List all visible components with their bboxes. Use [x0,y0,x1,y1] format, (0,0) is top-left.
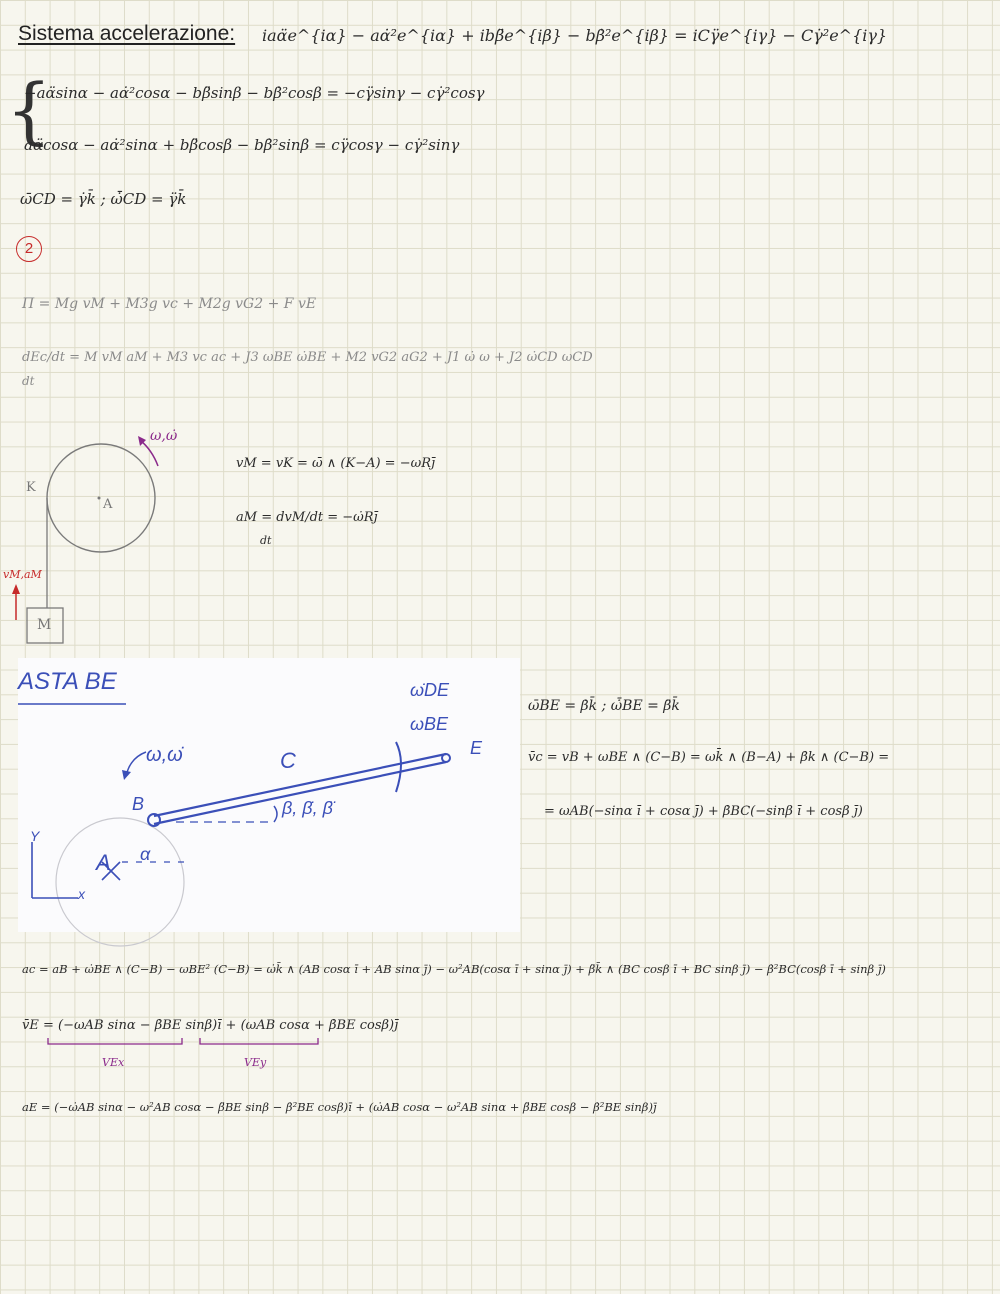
page-title: Sistema accelerazione: [18,22,236,45]
photo-point-e: E [470,738,483,758]
system-brace: { [6,68,52,152]
ve-x-label: VEx [102,1056,125,1069]
ae-equation: aE = (−ω̇AB sinα − ω²AB cosα − β̈BE sinβ − β̇²BE cosβ)ī + (ω̇AB cosα − ω²AB sinα + β̈BE cosβ − β̇²BE sinβ)j̄ [22,1100,657,1114]
kinetic-energy-dt: dt [22,374,35,388]
photo-beta-label: β, β̇, β̈ [282,798,333,818]
ac-equation: ac = aB + ω̇BE ∧ (C−B) − ωBE² (C−B) = ω̇k̄ ∧ (AB cosα ī + AB sinα j̄) − ω²AB(cosα ī + sinα j̄) + β̈k̄ ∧ (BC cosβ ī + BC sinβ j̄) − β̇²BC(cosβ ī + sinβ j̄) [22,962,886,976]
disk-mass-label: M [37,617,52,633]
kinetic-energy-equation: dEc/dt = M vM aM + M3 vc ac + J3 ωBE ω̇BE + M2 vG2 aG2 + J1 ω̇ ω + J2 ω̇CD ωCD [22,350,593,365]
photo-point-c: C [280,748,296,773]
vm-equation: vM = vK = ω̄ ∧ (K−A) = −ωRj̄ [236,456,436,471]
ve-underbraces [0,0,330,60]
photo-omega-be: ωBE [410,714,449,734]
photo-omega-de: ω̇DE [410,680,450,700]
rod-heading: ASTA BE [18,668,117,695]
disk-point-k: K [26,480,36,495]
photo-point-a: A [96,850,111,875]
photo-omega-label: ω,ω̇ [146,744,183,766]
disk-omega-label: ω,ω̇ [150,428,178,444]
power-equation: Π = Mg vM + M3g vc + M2g vG2 + F vE [22,296,317,312]
photo-axis-x: x [78,886,85,902]
omega-be-equation: ω̄BE = β̇k̄ ; ω̇̄BE = β̈k̄ [528,698,680,714]
disk-velocity-label: vM,aM [3,568,42,581]
vc-equation-continued: = ωAB(−sinα ī + cosα j̄) + β̇BC(−sinβ ī + cosβ j̄) [544,804,863,819]
disk-point-a: A [103,497,113,512]
vc-equation: v̄c = vB + ωBE ∧ (C−B) = ωk̄ ∧ (B−A) + β̇k ∧ (C−B) = [528,750,890,765]
system-equation-2: aα̈cosα − aα̇²sinα + bβ̈cosβ − bβ̇²sinβ = cγ̈cosγ − cγ̇²sinγ [24,136,460,154]
am-equation: aM = dvM/dt = −ω̇Rj̄ [236,510,378,525]
am-dt: dt [260,534,272,547]
title-equation: iaα̈e^{iα} − aα̇²e^{iα} + ibβ̈e^{iβ} − bβ̇²e^{iβ} = iCγ̈e^{iγ} − Cγ̇²e^{iγ} [262,26,888,45]
omega-cd-equation: ω̄CD = γ̇k̄ ; ω̇̄CD = γ̈k̄ [20,190,187,208]
ve-y-label: VEy [244,1056,267,1069]
photo-alpha-label: α [140,844,151,864]
rod-be-photo [18,658,520,932]
photo-point-b: B [132,794,145,814]
section-number-badge: 2 [16,236,42,262]
ve-equation: v̄E = (−ωAB sinα − β̇BE sinβ)ī + (ωAB cosα + β̇BE cosβ)j̄ [22,1018,399,1033]
photo-axis-y: Y [30,828,40,844]
system-equation-1: −aα̈sinα − aα̇²cosα − bβ̈sinβ − bβ̇²cosβ = −cγ̈sinγ − cγ̇²cosγ [24,84,485,102]
